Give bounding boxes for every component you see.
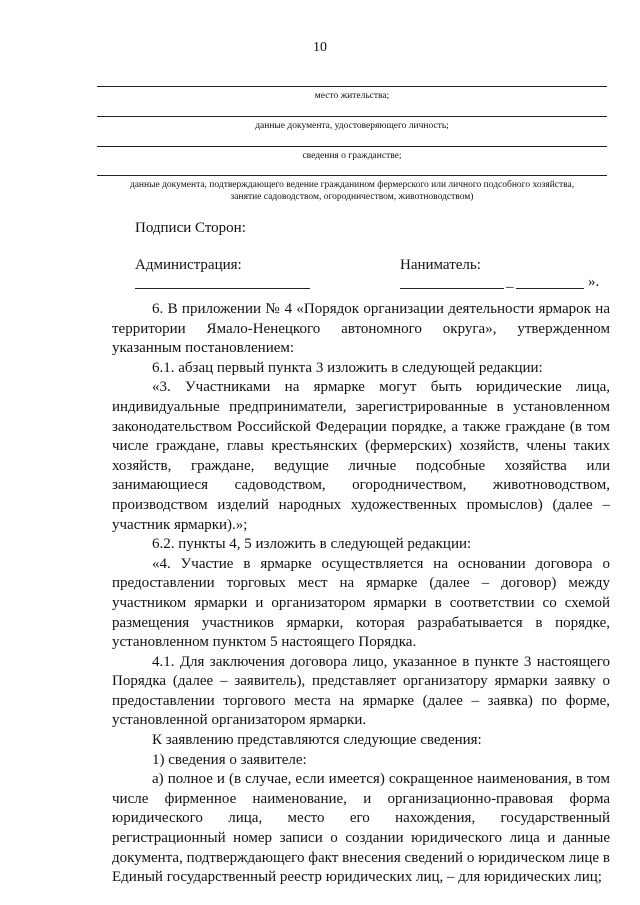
paragraph-applicant-info: 1) сведения о заявителе:: [152, 751, 307, 768]
field-line-farm-document: [97, 175, 607, 176]
paragraph-3-quote: «3. Участниками на ярмарке могут быть юридические лица, индивидуальные предприниматели, зарегистрированные в установленном законодательством Российской Федерации порядке, а также граждане (в том числе граждане, главы крестьянских (фермерских) хозяйств, члены таких хозяйств, граждане, ведущие личные подсобные хозяйства или занимающиеся садоводством, огородничеством, животноводством, производством изделий народных художественных промыслов) (далее – участник ярмарки).»;: [112, 379, 610, 533]
paragraph-a-legal-entities: а) полное и (в случае, если имеется) сокращенное наименования, в том числе фирменное наименование, и организационно-правовая форма юридического лица, место его нахождения, государственный регистрационный номер записи о создании юридического лица и данные документа, подтверждающего факт внесения сведений о юридическом лице в Единый государственный реестр юридических лиц, – для юридических лиц;: [112, 771, 610, 886]
field-line-residence: [97, 86, 607, 87]
caption-identity-document: данные документа, удостоверяющего личность;: [255, 121, 449, 131]
signatures-title: Подписи Сторон:: [135, 220, 246, 236]
body-text: [112, 300, 610, 888]
caption-farm-document-line2: занятие садоводством, огородничеством, животноводством): [230, 192, 474, 202]
underscore-separator: _: [506, 274, 514, 290]
tenant-signature-line-1: [400, 288, 504, 289]
caption-citizenship: сведения о гражданстве;: [302, 151, 402, 161]
page-number: 10: [313, 40, 327, 55]
field-line-identity-document: [97, 116, 607, 117]
paragraph-4-quote: «4. Участие в ярмарке осуществляется на основании договора о предоставлении торговых мест на ярмарке (далее – договор) между участником ярмарки и организатором ярмарки в соответствии со схемой размещения участников ярмарки, которая разрабатывается в порядке, установленном пунктом 5 настоящего Порядка.: [112, 555, 610, 651]
paragraph-6: 6. В приложении № 4 «Порядок организации деятельности ярмарок на территории Ямало-Ненецкого автономного округа», утвержденном указанным постановлением:: [112, 301, 610, 357]
paragraph-6-2: 6.2. пункты 4, 5 изложить в следующей редакции:: [152, 536, 472, 553]
caption-farm-document-line1: данные документа, подтверждающего ведение гражданином фермерского или личного подсобного хозяйства,: [129, 180, 575, 190]
caption-residence: место жительства;: [314, 91, 390, 101]
field-line-citizenship: [97, 146, 607, 147]
paragraph-4-1: 4.1. Для заключения договора лицо, указанное в пункте 3 настоящего Порядка (далее – заявитель), представляет организатору ярмарки заявку о предоставлении торгового места на ярмарке (далее – заявка) по форме, установленной организатором ярмарки.: [112, 653, 610, 729]
administration-signature-line: [135, 288, 310, 289]
closing-quote: ».: [588, 274, 600, 290]
paragraph-application-info: К заявлению представляются следующие сведения:: [152, 732, 482, 749]
paragraph-6-1: 6.1. абзац первый пункта 3 изложить в следующей редакции:: [152, 359, 543, 376]
administration-label: Администрация:: [135, 257, 242, 273]
tenant-signature-line-2: [516, 288, 584, 289]
tenant-label: Наниматель:: [400, 257, 481, 273]
